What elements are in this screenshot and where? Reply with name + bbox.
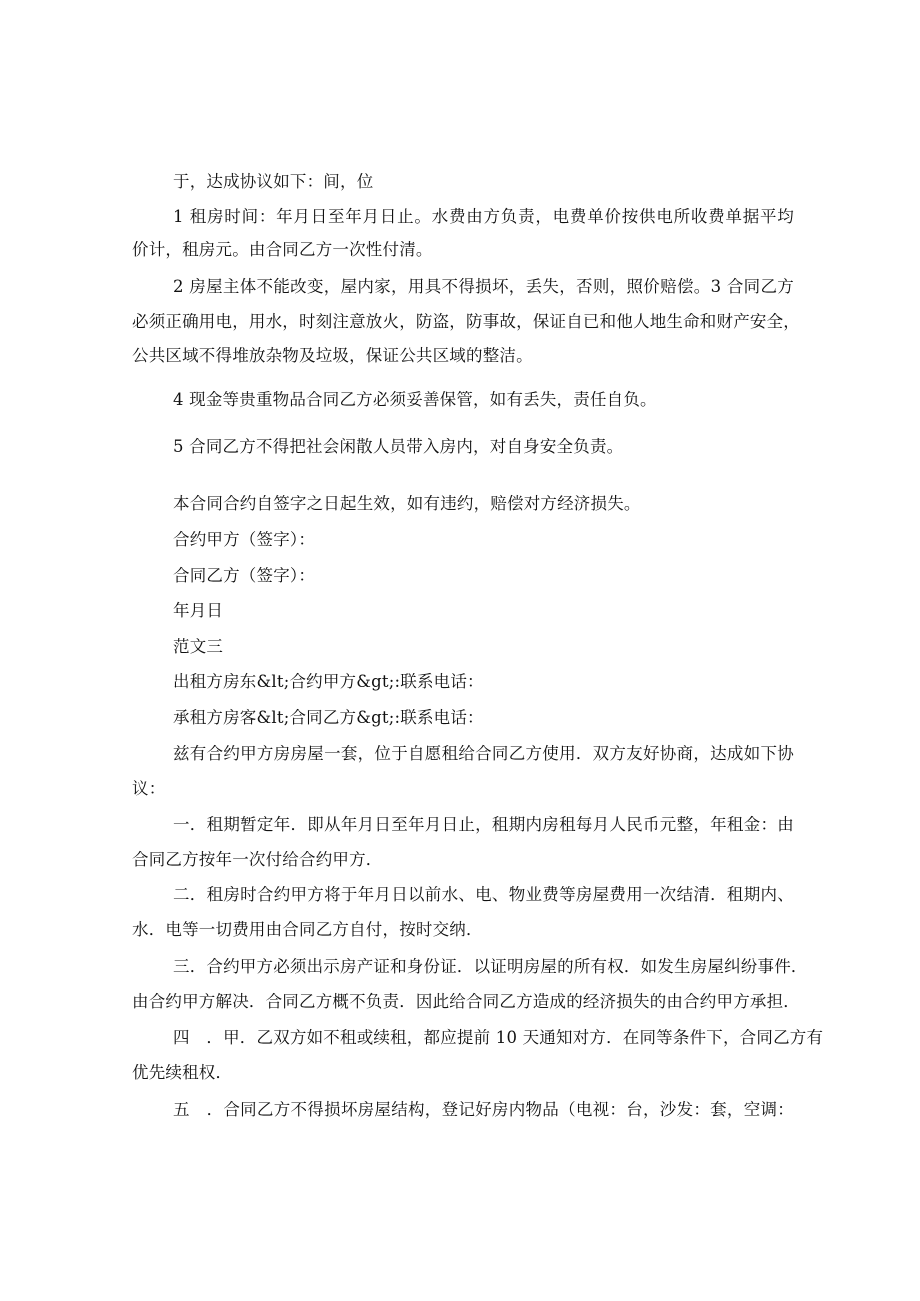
- text-line: 议：: [132, 779, 166, 798]
- text-line: 四 ．甲．乙双方如不租或续租，都应提前 10 天通知对方．在同等条件下，合同乙方有: [173, 1028, 824, 1047]
- text-line: 一．租期暂定年．即从年月日至年月日止，租期内房租每月人民币元整，年租金：由: [173, 815, 794, 834]
- text-line: 承租方房客&lt;合同乙方&gt;:联系电话：: [173, 708, 484, 727]
- text-line: 必须正确用电，用水，时刻注意放火，防盗，防事故，保证自已和他人地生命和财产安全，: [132, 312, 800, 331]
- text-line: 5 合同乙方不得把社会闲散人员带入房内，对自身安全负责。: [173, 437, 624, 456]
- text-line: 于，达成协议如下：间，位: [173, 172, 374, 191]
- text-line: 水．电等一切费用由合同乙方自付，按时交纳．: [132, 920, 483, 939]
- text-line: 范文三: [173, 637, 224, 656]
- text-line: 兹有合约甲方房房屋一套，位于自愿租给合同乙方使用．双方友好协商，达成如下协: [173, 744, 794, 763]
- text-line: 出租方房东&lt;合约甲方&gt;:联系电话：: [173, 672, 484, 691]
- text-line: 优先续租权．: [132, 1063, 233, 1082]
- text-line: 合同乙方按年一次付给合约甲方．: [132, 850, 383, 869]
- text-line: 合约甲方（签字）：: [173, 530, 316, 549]
- text-line: 公共区域不得堆放杂物及垃圾，保证公共区域的整洁。: [132, 346, 533, 365]
- text-line: 本合同合约自签字之日起生效，如有违约，赔偿对方经济损失。: [173, 494, 641, 513]
- text-line: 三．合约甲方必须出示房产证和身份证．以证明房屋的所有权．如发生房屋纠纷事件．: [173, 957, 808, 976]
- text-line: 2 房屋主体不能改变，屋内家，用具不得损坏，丢失，否则，照价赔偿。3 合同乙方: [173, 277, 794, 296]
- text-line: 年月日: [173, 601, 224, 620]
- text-line: 价计，租房元。由合同乙方一次性付清。: [132, 240, 433, 259]
- text-line: 五 ．合同乙方不得损坏房屋结构，登记好房内物品（电视：台，沙发：套，空调：: [173, 1100, 794, 1119]
- text-line: 由合约甲方解决．合同乙方概不负责．因此给合同乙方造成的经济损失的由合约甲方承担．: [132, 992, 800, 1011]
- text-line: 合同乙方（签字）：: [173, 566, 316, 585]
- text-line: 二．租房时合约甲方将于年月日以前水、电、物业费等房屋费用一次结清．租期内、: [173, 885, 794, 904]
- text-line: 1 租房时间：年月日至年月日止。水费由方负责，电费单价按供电所收费单据平均: [173, 207, 794, 226]
- text-line: 4 现金等贵重物品合同乙方必须妥善保管，如有丢失，责任自负。: [173, 390, 657, 409]
